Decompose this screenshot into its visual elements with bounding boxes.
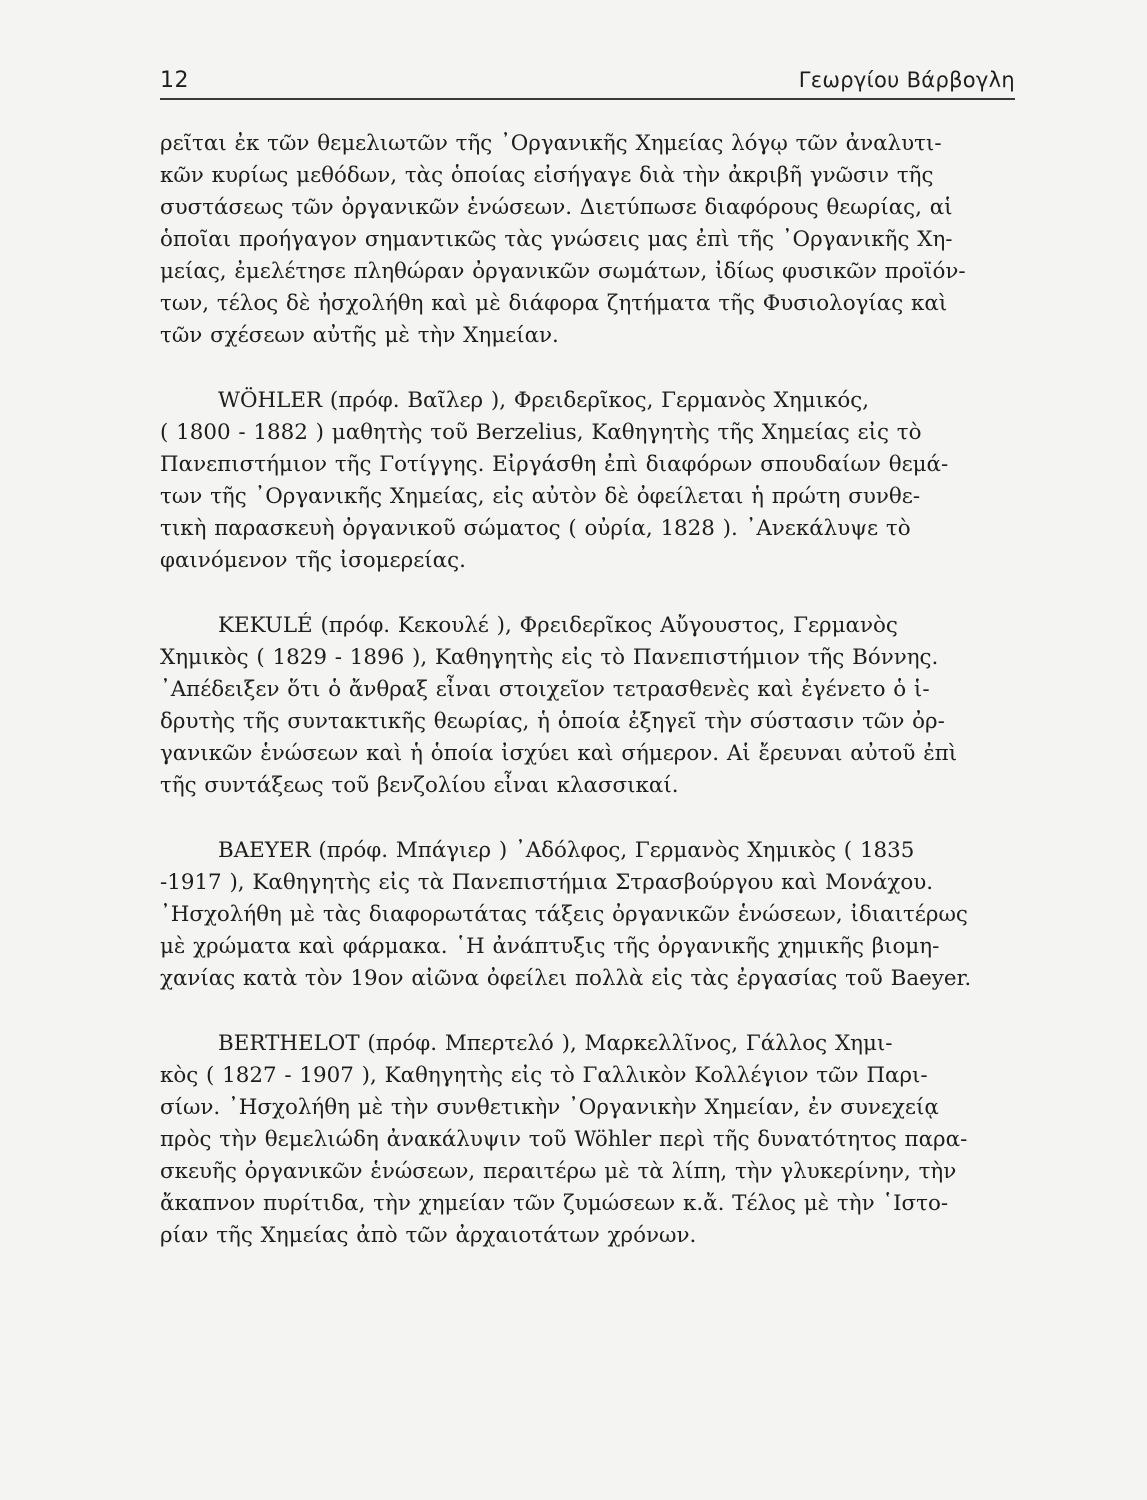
text-line: των τῆς ᾿Οργανικῆς Χημείας, εἰς αὐτὸν δὲ ὀφείλεται ἡ πρώτη συνθε- xyxy=(160,484,921,509)
text-line: δρυτὴς τῆς συντακτικῆς θεωρίας, ἡ ὁποία ἐξηγεῖ τὴν σύστασιν τῶν ὀρ- xyxy=(160,709,945,734)
paragraph-baeyer xyxy=(160,835,1020,995)
text-line: μείας, ἐμελέτησε πληθώραν ὀργανικῶν σωμάτων, ἰδίως φυσικῶν προϊόν- xyxy=(160,259,966,284)
text-line: σίων. ᾿Ησχολήθη μὲ τὴν συνθετικὴν ᾿Οργανικὴν Χημείαν, ἐν συνεχείᾳ xyxy=(160,1095,939,1120)
text-line: ᾿Απέδειξεν ὅτι ὁ ἄνθραξ εἶναι στοιχεῖον τετρασθενὲς καὶ ἐγένετο ὁ ἱ- xyxy=(160,677,930,702)
text-line: τῶν σχέσεων αὐτῆς μὲ τὴν Χημείαν. xyxy=(160,323,559,348)
running-head-author: Γεωργίου Βάρβογλη xyxy=(798,68,1015,92)
text-line: ρεῖται ἐκ τῶν θεμελιωτῶν τῆς ᾿Οργανικῆς Χημείας λόγῳ τῶν ἀναλυτι- xyxy=(160,131,942,156)
text-line: πρὸς τὴν θεμελιώδη ἀνακάλυψιν τοῦ Wöhler περὶ τῆς δυνατότητος παρα- xyxy=(160,1127,968,1152)
text-line: κῶν κυρίως μεθόδων, τὰς ὁποίας εἰσήγαγε διὰ τὴν ἀκριβῆ γνῶσιν τῆς xyxy=(160,163,934,188)
paragraph-wohler xyxy=(160,385,1020,577)
text-line: σκευῆς ὀργανικῶν ἑνώσεων, περαιτέρω μὲ τὰ λίπη, τὴν γλυκερίνην, τὴν xyxy=(160,1159,957,1184)
text-line: BAEYER (πρόφ. Μπάγιερ ) ᾿Αδόλφος, Γερμανὸς Χημικὸς ( 1835 xyxy=(218,838,915,863)
text-line: χανίας κατὰ τὸν 19ον αἰῶνα ὀφείλει πολλὰ εἰς τὰς ἐργασίας τοῦ Baeyer. xyxy=(160,966,972,991)
text-line: WÖHLER (πρόφ. Βαῖλερ ), Φρειδερῖκος, Γερμανὸς Χημικός, xyxy=(218,388,870,413)
text-line: φαινόμενον τῆς ἰσομερείας. xyxy=(160,548,466,573)
text-line: Χημικὸς ( 1829 - 1896 ), Καθηγητὴς εἰς τὸ Πανεπιστήμιον τῆς Βόννης. xyxy=(160,645,939,670)
text-line: ρίαν τῆς Χημείας ἀπὸ τῶν ἀρχαιοτάτων χρόνων. xyxy=(160,1223,697,1248)
text-line: γανικῶν ἑνώσεων καὶ ἡ ὁποία ἰσχύει καὶ σήμερον. Αἱ ἔρευναι αὐτοῦ ἐπὶ xyxy=(160,741,958,766)
text-line: τῆς συντάξεως τοῦ βενζολίου εἶναι κλασσικαί. xyxy=(160,773,679,798)
paragraph-berthelot xyxy=(160,1028,1020,1252)
text-line: κὸς ( 1827 - 1907 ), Καθηγητὴς εἰς τὸ Γαλλικὸν Κολλέγιον τῶν Παρι- xyxy=(160,1063,928,1088)
text-line: BERTHELOT (πρόφ. Μπερτελό ), Μαρκελλῖνος, Γάλλος Χημι- xyxy=(218,1031,893,1056)
text-line: KEKULÉ (πρόφ. Κεκουλέ ), Φρειδερῖκος Αὔγουστος, Γερμανὸς xyxy=(218,613,898,638)
text-line: ἄκαπνον πυρίτιδα, τὴν χημείαν τῶν ζυμώσεων κ.ἄ. Τέλος μὲ τὴν ῾Ιστο- xyxy=(160,1191,949,1216)
text-line: ὁποῖαι προήγαγον σημαντικῶς τὰς γνώσεις μας ἐπὶ τῆς ᾿Οργανικῆς Χη- xyxy=(160,227,953,252)
text-line: ( 1800 - 1882 ) μαθητὴς τοῦ Berzelius, Καθηγητὴς τῆς Χημείας εἰς τὸ xyxy=(160,420,922,445)
paragraph-kekule xyxy=(160,610,1020,802)
text-line: ᾿Ησχολήθη μὲ τὰς διαφορωτάτας τάξεις ὀργανικῶν ἑνώσεων, ἰδιαιτέρως xyxy=(160,902,968,927)
text-line: τικὴ παρασκευὴ ὀργανικοῦ σώματος ( οὐρία, 1828 ). ᾿Ανεκάλυψε τὸ xyxy=(160,516,911,541)
text-line: μὲ χρώματα καὶ φάρμακα. ῾Η ἀνάπτυξις τῆς ὀργανικῆς χημικῆς βιομη- xyxy=(160,934,940,959)
body-text xyxy=(160,128,1020,1252)
text-line: συστάσεως τῶν ὀργανικῶν ἑνώσεων. Διετύπωσε διαφόρους θεωρίας, αἱ xyxy=(160,195,953,220)
text-line: Πανεπιστήμιον τῆς Γοτίγγης. Εἰργάσθη ἐπὶ διαφόρων σπουδαίων θεμά- xyxy=(160,452,949,477)
running-head xyxy=(160,60,1015,100)
page-number: 12 xyxy=(160,68,189,93)
text-line: -1917 ), Καθηγητὴς εἰς τὰ Πανεπιστήμια Στρασβούργου καὶ Μονάχου. xyxy=(160,870,934,895)
paragraph-continuation xyxy=(160,128,1020,352)
header-rule xyxy=(160,98,1015,100)
text-line: των, τέλος δὲ ἠσχολήθη καὶ μὲ διάφορα ζητήματα τῆς Φυσιολογίας καὶ xyxy=(160,291,948,316)
